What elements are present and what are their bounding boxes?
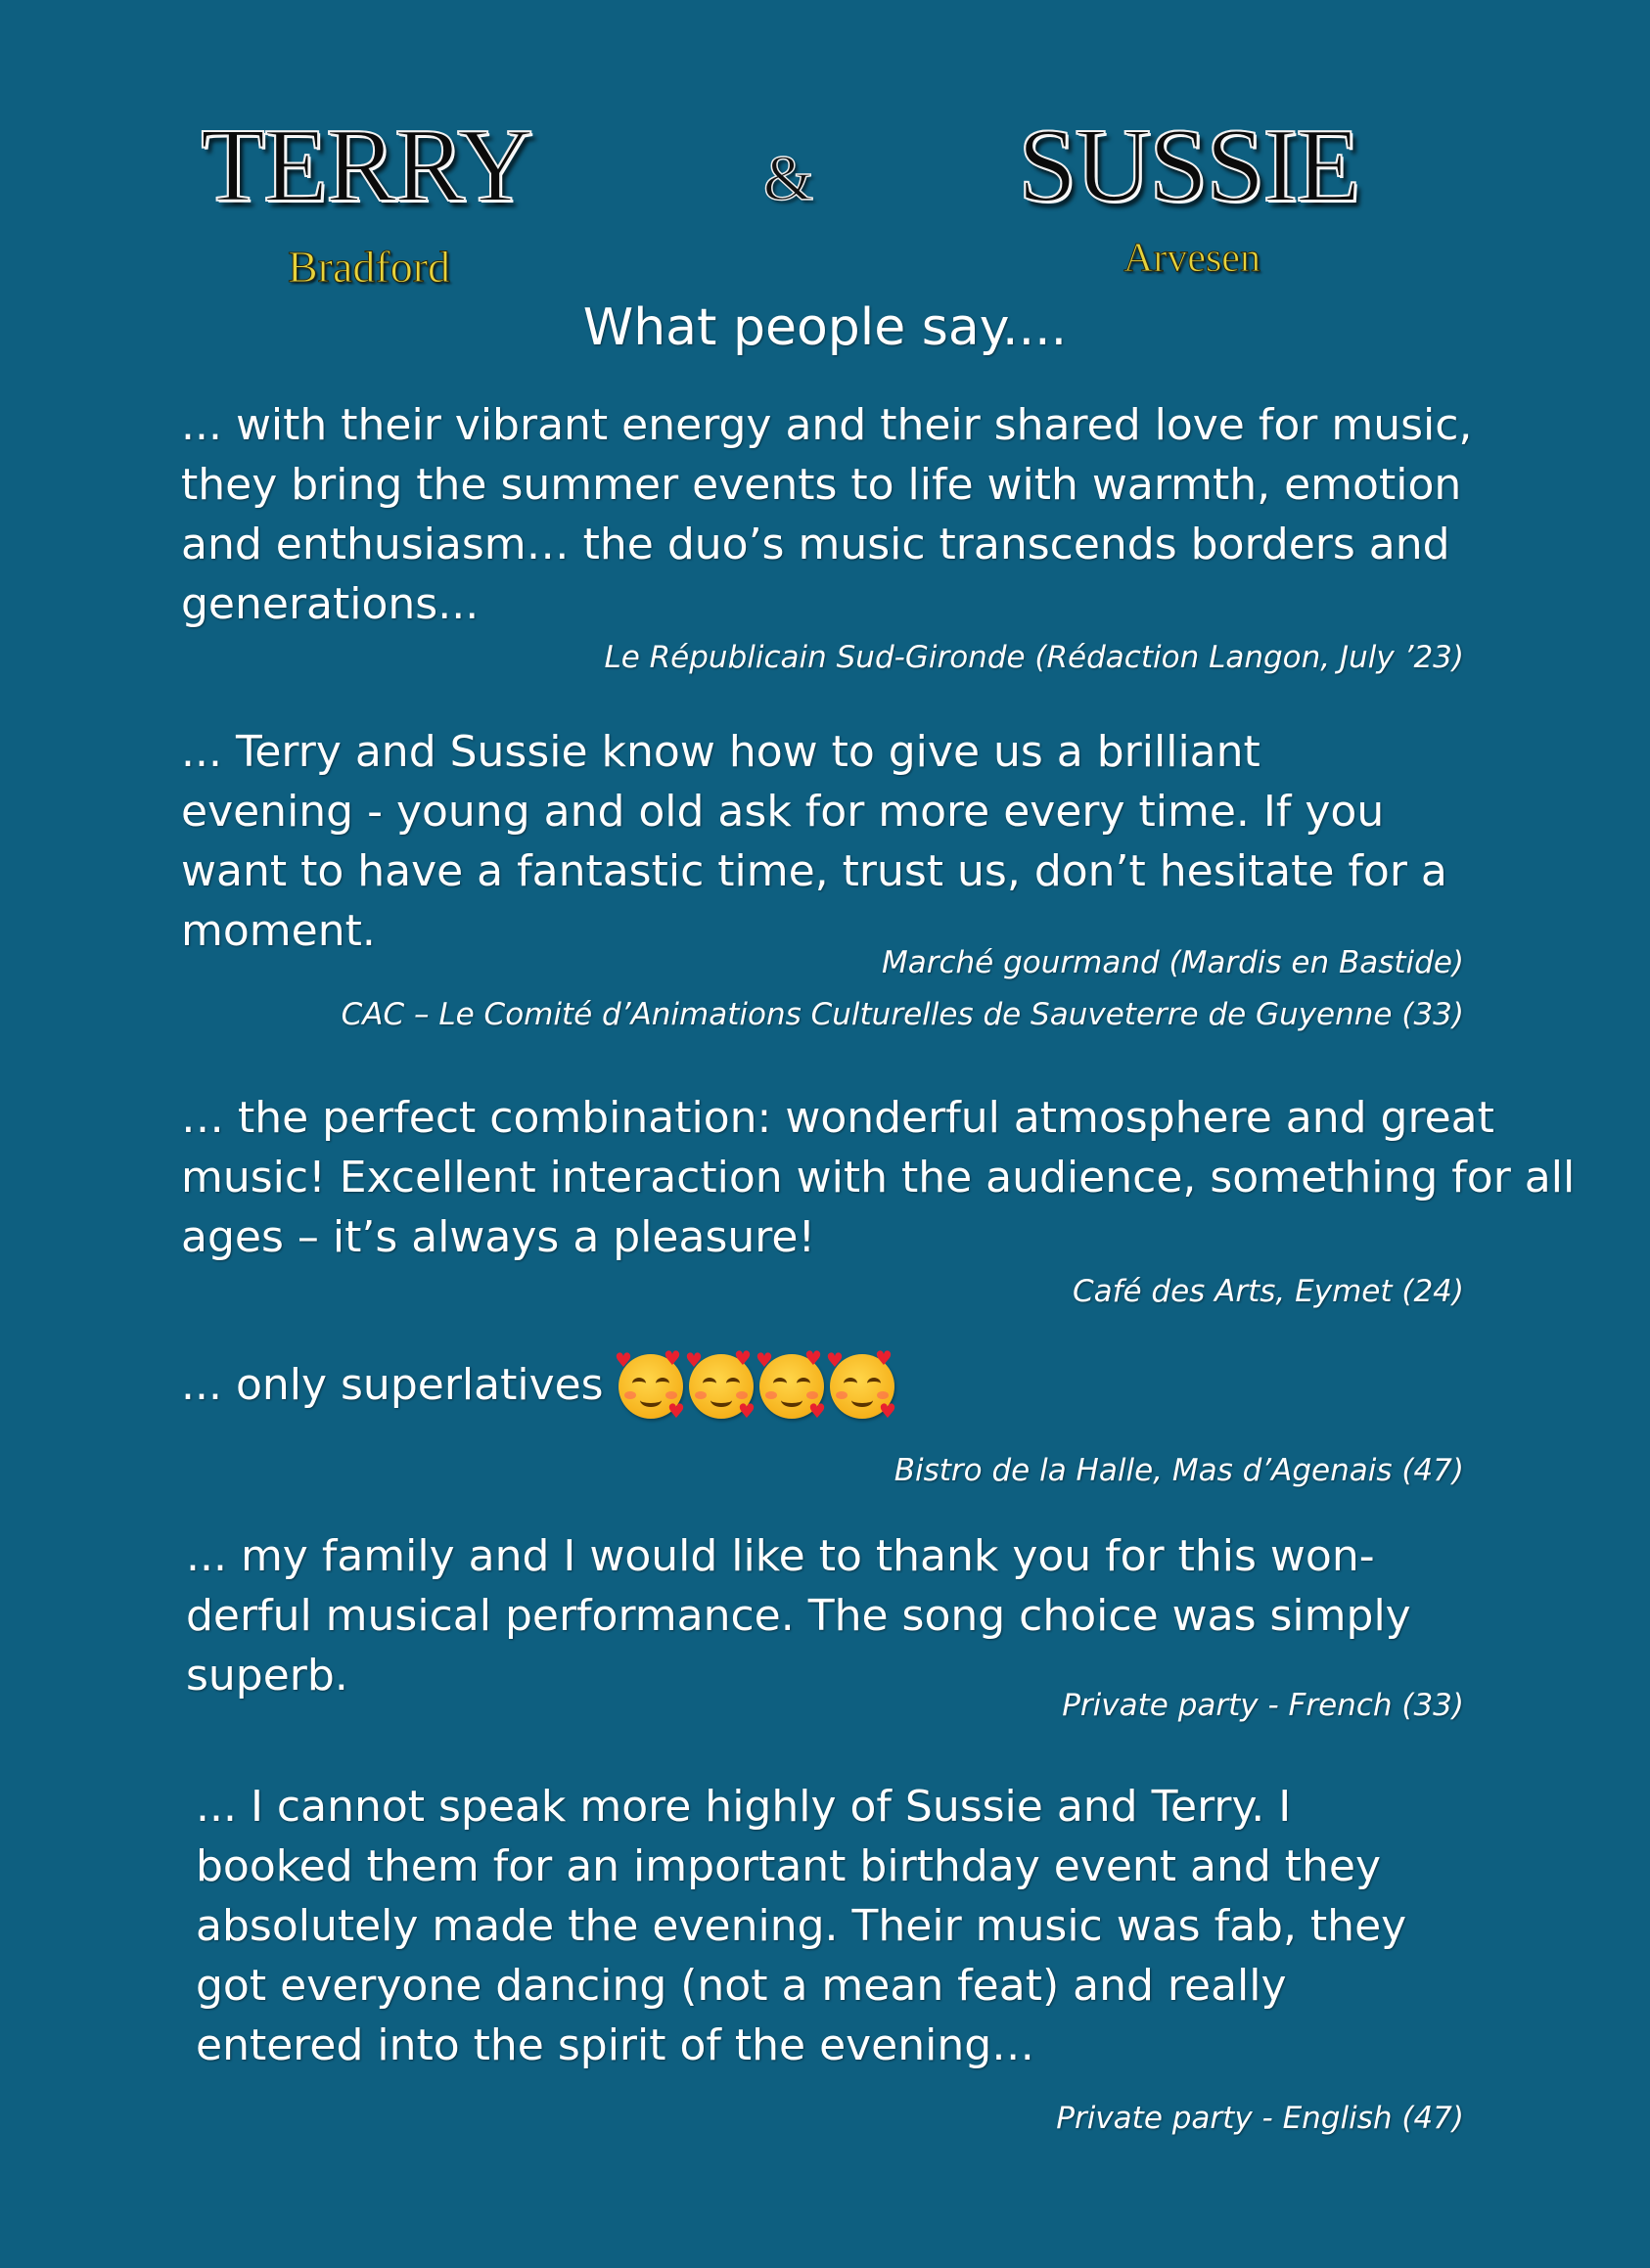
testimonial-quote-3: … the perfect combination: wonderful atmosphere and great music! Excellent interaction with the audience, something for all ages – it’s always a pleasure! [181,1093,1576,1262]
name-sussie: SUSSIE [1018,108,1359,224]
testimonial-source-1: Le Républicain Sud-Gironde (Rédaction Langon, July ’23) [604,640,1464,675]
testimonial-quote-6: ... I cannot speak more highly of Sussie and Terry. I booked them for an important birthday event and they absolutely made the evening. Their music was fab, they got everyone dancing (not a mean feat) and really entered into the spirit of the evening… [196,1782,1407,2070]
testimonial-source-3: Café des Arts, Eymet (24) [1072,1274,1464,1309]
ampersand: & [763,143,814,214]
emoji-row [615,1346,896,1423]
smiling-face-with-hearts-icon: ♥ ♥ ♥ [756,1346,826,1423]
testimonial-source-5: Private party - French (33) [1062,1688,1464,1723]
header [0,0,1650,294]
testimonial-source-2b: CAC – Le Comité d’Animations Culturelles de Sauveterre de Guyenne (33) [341,997,1464,1032]
page-title: What people say.... [582,298,1068,357]
testimonial-source-4: Bistro de la Halle, Mas d’Agenais (47) [894,1453,1464,1488]
surname-bradford: Bradford [288,242,451,292]
smiling-face-with-hearts-icon: ♥ ♥ ♥ [615,1346,685,1423]
testimonial-quote-4: ... only superlatives [181,1360,604,1410]
surname-arvesen: Arvesen [1123,236,1260,281]
testimonial-quote-2: ... Terry and Sussie know how to give us a brilliant evening - young and old ask for more every time. If you want to have a fantastic time, trust us, don’t hesitate for a moment. [181,727,1447,956]
testimonial-source-6: Private party - English (47) [1056,2101,1464,2136]
testimonial-quote-5: ... my family and I would like to thank you for this won- derful musical performance. The song choice was simply superb. [186,1531,1411,1701]
testimonial-source-2a: Marché gourmand (Mardis en Bastide) [882,945,1464,980]
name-terry: TERRY [201,108,532,224]
smiling-face-with-hearts-icon: ♥ ♥ ♥ [685,1346,756,1423]
testimonial-quote-1: ... with their vibrant energy and their shared love for music, they bring the summer events to life with warmth, emotion and enthusiasm… the duo’s music transcends borders and generations... [181,400,1473,629]
smiling-face-with-hearts-icon: ♥ ♥ ♥ [826,1346,896,1423]
